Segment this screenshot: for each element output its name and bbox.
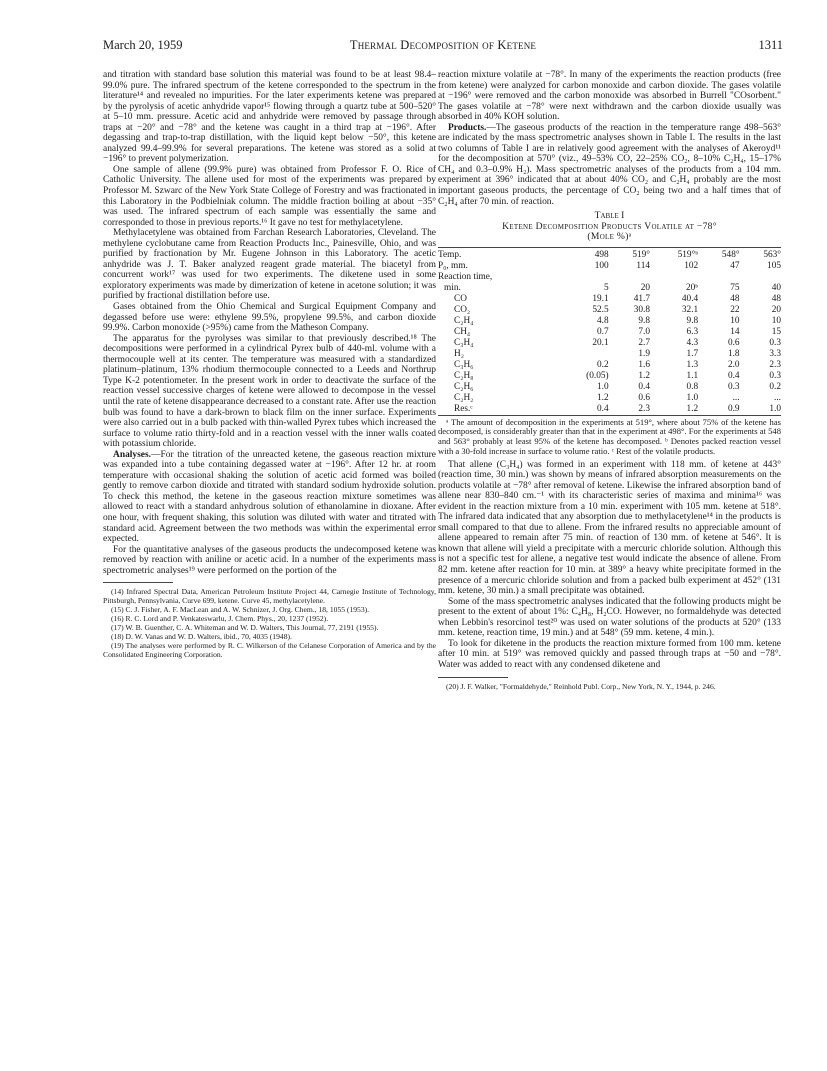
footnote-divider — [438, 677, 508, 678]
table-cell: 15 — [771, 326, 781, 337]
table-cell: 1.7 — [686, 348, 699, 359]
table-cell: 20 — [771, 304, 781, 315]
table-cell: 75 — [730, 282, 740, 293]
table-cell — [556, 349, 609, 360]
footnote: (19) The analyses were performed by R. C. Wilkerson of the Celanese Corporation of America and by the Consolidated Engineering Corporation. — [103, 640, 436, 659]
table-cell: 0.4 — [597, 403, 609, 414]
row-label: C₃H₆ — [454, 359, 474, 370]
table-row — [438, 360, 781, 371]
table-row — [438, 305, 781, 316]
table-cell: 9.8 — [686, 315, 699, 326]
table-cell: 2.3 — [638, 403, 651, 414]
data-table — [438, 247, 781, 418]
table-cell: 0.6 — [638, 392, 651, 403]
table-notes: ᵃ The amount of decomposition in the experiments at 519°, where about 75% of the ketene has decomposed, is considerably greater than that in the experiment at 498°. For the experiments at 548 and 563° probably at least 95% of the ketene has decomposed. ᵇ Denotes packed reaction vessel with a 30-fold increase in surface to volume ratio. ᶜ Rest of the volatile products. — [438, 416, 781, 456]
header-date: March 20, 1959 — [103, 38, 183, 52]
table-cell: 0.4 — [727, 370, 740, 381]
table-cell: 47 — [730, 260, 740, 271]
running-header — [103, 38, 783, 58]
left-column — [103, 70, 436, 660]
header-title: Thermal Decomposition of Ketene — [349, 38, 537, 52]
paragraph — [438, 123, 781, 207]
table-cell: 30.8 — [633, 304, 651, 315]
table-cell: 519°ᵇ — [677, 249, 699, 260]
paragraph: Gases obtained from the Ohio Chemical and Surgical Equipment Company and degassed before use were: ethylene 99.5%, propylene 99.5%, and carbon dioxide 99.9%. Carbon monoxide (>95%) came from the Matheson Company. — [103, 302, 436, 334]
table-cell: 1.0 — [686, 392, 699, 403]
table-cell: 52.5 — [592, 304, 609, 315]
table-body — [438, 247, 781, 418]
table-cell: 0.6 — [727, 337, 740, 348]
section-heading: Analyses. — [113, 449, 152, 460]
table-row — [438, 393, 781, 404]
footnote: (18) D. W. Vanas and W. D. Walters, ibid., 70, 4035 (1948). — [111, 631, 292, 641]
section-heading: Products. — [448, 122, 487, 133]
table-cell: 6.3 — [686, 326, 699, 337]
table-cell: ... — [774, 392, 781, 403]
table-cell: 40.4 — [681, 293, 699, 304]
table-cell: 3.3 — [769, 348, 781, 359]
row-label: CO₂ — [454, 304, 471, 315]
table-cell: 519° — [632, 249, 651, 260]
table-cell: 498 — [594, 249, 609, 260]
right-column — [438, 70, 781, 691]
table-cell: 100 — [594, 260, 609, 271]
row-label: min. — [444, 282, 461, 293]
table-cell: 4.3 — [686, 337, 699, 348]
table-cell: 20ᵇ — [685, 282, 699, 293]
table-row — [438, 250, 781, 261]
table-row — [438, 261, 781, 272]
table-row — [438, 294, 781, 305]
paragraph: One sample of allene (99.9% pure) was obtained from Professor F. O. Rice of Catholic University. The allene used for most of the experiments was prepared by Professor M. Szwarc of the New York State College of Forestry and was fractionated in this Laboratory in the Podbielniak column. The middle fraction boiling at about −35° was used. The infrared spectrum of each sample was essentially the same and corresponded to those in previous reports.¹⁶ It gave no test for methylacetylene. — [103, 164, 436, 228]
table-cell: 0.2 — [769, 381, 781, 392]
table-cell: 2.0 — [727, 359, 740, 370]
table-cell: 20.1 — [592, 337, 609, 348]
table-cell: 1.9 — [638, 348, 651, 359]
table-cell: 1.0 — [769, 403, 781, 414]
table-cell: 1.6 — [638, 359, 651, 370]
table-cell: 48 — [730, 293, 740, 304]
table-cell: 0.7 — [597, 326, 609, 337]
paragraph: For the quantitative analyses of the gaseous products the undecomposed ketene was removed by reaction with aniline or acetic acid. In a number of the experiments mass spectrometric analyses¹⁹ were performed on the portion of the — [103, 544, 436, 576]
table-cell: 0.4 — [638, 381, 651, 392]
table-row — [438, 316, 781, 327]
table-cell: 1.8 — [727, 348, 740, 359]
table-cell: 0.3 — [727, 381, 740, 392]
table-cell: 102 — [684, 260, 699, 271]
table-row — [438, 272, 781, 283]
row-label: C₂H₄ — [454, 315, 474, 326]
footnote: (14) Infrared Spectral Data, American Petroleum Institute Project 44, Carnegie Institute of Technology, Pittsburgh, Pennsylvania, Curve 699, ketene. Curve 45, methylacetylene. — [103, 587, 436, 606]
table-cell: 114 — [636, 260, 651, 271]
table-cell: 4.8 — [597, 315, 609, 326]
footnote-divider — [103, 582, 173, 583]
paragraph: reaction mixture volatile at −78°. In many of the experiments the reaction products (free from ketene) were analyzed for carbon monoxide and carbon dioxide. The gases volatile at −196° were removed and the carbon monoxide was absorbed in Burrell "COsorbent." The gases volatile at −78° were next withdrawn and the carbon dioxide usually was absorbed in 40% KOH solution. — [438, 70, 781, 123]
table-cell: 7.0 — [638, 326, 651, 337]
footnote: (16) R. C. Lord and P. Venkateswarlu, J. Chem. Phys., 20, 1237 (1952). — [111, 613, 329, 623]
table-cell: 0.3 — [769, 337, 781, 348]
table-cell: 0.8 — [686, 381, 699, 392]
paragraph-text: —The gaseous products of the reaction in the temperature range 498–563° are indicated by the mass spectrometric analyses shown in Table I. The results in the last two columns of Table I are in relatively good agreement with the analyses of Akeroyd¹¹ for the decomposition at 570° (viz., 49–53% CO, 22–25% CO₂, 8–10% C₂H₄, 15–17% CH₄ and 0.3–0.9% H₂). Mass spectrometric analyses of the products from a 104 mm. experiment at 396° indicated that at about 40% CO₂ and C₂H₄ probably are the most important gaseous products, the percentage of CO₂ being two and a half times that of C₂H₄ after 70 min. of reaction. — [438, 122, 781, 207]
table-cell: 1.0 — [597, 381, 609, 392]
table-cell: 10 — [730, 315, 740, 326]
row-label: C₂H₂ — [454, 392, 474, 403]
table-title: Table I — [594, 210, 625, 222]
table-row — [438, 283, 781, 294]
table-cell: 0.3 — [769, 370, 781, 381]
table-row — [438, 327, 781, 338]
paragraph: Some of the mass spectrometric analyses indicated that the following products might be present to the extent of about 1%: C₄H₈, H₂CO. However, no formaldehyde was detected when Lebbin's resorcinol test²⁰ was used on water solutions of the products at 520° (133 mm. ketene, reaction time, 19 min.) and at 548° (59 mm. ketene, 4 min.). — [438, 596, 781, 639]
table-row — [438, 338, 781, 349]
paragraph — [103, 450, 436, 545]
row-label: Reaction time, — [438, 271, 493, 282]
table-cell: 10 — [771, 315, 781, 326]
footnote: (20) J. F. Walker, "Formaldehyde," Reinhold Publ. Corp., New York, N. Y., 1944, p. 246. — [446, 681, 716, 691]
row-label: P₀, mm. — [438, 260, 468, 271]
table-cell: (0.05) — [586, 370, 609, 381]
table-cell: 1.3 — [686, 359, 699, 370]
table-cell: 2.7 — [638, 337, 651, 348]
table-row — [438, 404, 781, 416]
table-subcaption: (Mole %)ᵃ — [587, 231, 632, 243]
table-cell: 0.9 — [727, 403, 740, 414]
row-label: CO — [454, 293, 467, 304]
table-cell: 41.7 — [633, 293, 651, 304]
paragraph: That allene (C₃H₄) was formed in an experiment with 118 mm. of ketene at 443° (reaction time, 30 min.) was shown by means of infrared absorption measurements on the products volatile at −78° after removal of ketene. Likewise the infrared absorption band of allene near 830–840 cm.⁻¹ with its characteristic series of maxima and minima¹⁶ was evident in the reaction mixture from a 10 min. experiment with 105 mm. ketene at 518°. The infrared data indicated that any absorption due to methylacetylene¹⁴ in the products is small compared to that due to allene. From the infrared results no appreciable amount of allene appeared to remain after 75 min. of reaction of 130 mm. of ketene at 546°. It is known that allene will yield a precipitate with a mercuric chloride solution. Although this is not a specific test for allene, a negative test would indicate the absence of allene. From 82 mm. ketene after reaction for 10 min. at 389° a heavy white precipitate formed in the presence of a mercuric chloride solution and from a packed bulb experiment at 452° (131 mm. ketene, 30 min.) a small precipitate was obtained. — [438, 459, 781, 597]
footnote: (17) W. B. Guenther, C. A. Whiteman and W. D. Walters, This Journal, 77, 2191 (1955). — [111, 622, 379, 632]
paragraph: To look for diketene in the products the reaction mixture formed from 100 mm. ketene after 10 min. at 519° was removed quickly and passed through traps at −50 and −78°. Water was added to react with any condensed diketene and — [438, 638, 781, 670]
table-cell: 105 — [767, 260, 781, 271]
paragraph: The apparatus for the pyrolyses was similar to that previously described.¹⁸ The decompositions were performed in a cylindrical Pyrex bulb of 440-ml. volume with a thermocouple well at its center. The temperature was measured with a standardized platinum–platinum, 13% rhodium thermocouple connected to a Leeds and Northrup Type K-2 potentiometer. In the present work in order to deactivate the surface of the reaction vessel successive charges of ketene were allowed to decompose in the vessel until the rate of ketene disappearance decreased to a constant rate. After use the reaction bulb was found to have a dark-brown to black film on the inner surface. Experiments were also carried out in a bulb packed with thin-walled Pyrex tubes which increased the surface to volume ratio thirty-fold and in a reaction vessel with the inner walls coated with potassium chloride. — [103, 333, 436, 450]
table-cell: 548° — [721, 249, 740, 260]
paragraph: and titration with standard base solution this material was found to be at least 98.4–99.0% pure. The infrared spectrum of the ketene corresponded to the spectrum in the literature¹⁴ and revealed no impurities. For the later experiments ketene was prepared by the pyrolysis of acetic anhydride vapor¹⁵ flowing through a quartz tube at 500–520° at 5–10 mm. pressure. Acetic acid and anhydride were removed by passage through traps at −20° and −78° and the ketene was caught in a third trap at −196°. After degassing and trap-to-trap distillation, with the liquid kept below −50°, this ketene analyzed 99.4–99.9% for several preparations. The ketene was stored as a solid at −196° to prevent polymerization. — [103, 70, 436, 165]
table-cell: 1.2 — [638, 370, 651, 381]
table-cell: 9.8 — [638, 315, 651, 326]
table-cell: 5 — [603, 282, 609, 293]
table-row — [438, 382, 781, 393]
table-cell: 563° — [763, 249, 781, 260]
table-cell: 19.1 — [592, 293, 609, 304]
table-cell: 1.2 — [686, 403, 699, 414]
table-cell: ... — [732, 392, 740, 403]
table-cell: 14 — [730, 326, 740, 337]
row-label: CH₄ — [454, 326, 471, 337]
table-cell: 48 — [771, 293, 781, 304]
table-row — [438, 349, 781, 360]
paragraph: Methylacetylene was obtained from Farchan Research Laboratories, Cleveland. The methylene cyclobutane came from Reaction Products Inc., Painesville, Ohio, and was purified by fractionation by Mr. Eugene Johnson in this Laboratory. The acetic anhydride was J. T. Baker analyzed reagent grade material. The biacetyl from concurrent work¹⁷ was used for two experiments. The diketene used in some exploratory experiments was made by dimerization of ketene in acetone solution; it was purified by fractional distillation before use. — [103, 228, 436, 302]
row-label: Res.ᶜ — [454, 403, 473, 414]
header-page-number: 1311 — [758, 38, 783, 52]
row-label: C₂H₈ — [454, 370, 474, 381]
table-cell: 0.2 — [597, 359, 609, 370]
table-cell: 1.1 — [686, 370, 699, 381]
row-label: C₃H₄ — [454, 337, 474, 348]
footnote: (15) C. J. Fisher, A. F. MacLean and A. W. Schnizer, J. Org. Chem., 18, 1055 (1953). — [111, 605, 370, 615]
table-cell: 1.2 — [597, 392, 609, 403]
table-cell: 2.3 — [769, 359, 781, 370]
table-cell: 20 — [640, 282, 651, 293]
paragraph-text: —For the titration of the unreacted ketene, the gaseous reaction mixture was expanded into a tube containing degassed water at −196°. After 12 hr. at room temperature with occasional shaking the solution of acetic acid formed was boiled gently to remove carbon dioxide and titrated with standard sodium hydroxide solution. To check this method, the ketene in the gaseous reaction mixture sometimes was allowed to react with a standard anhydrous solution of ethanolamine in dioxane. After one hour, with frequent shaking, this solution was diluted with water and titrated with standard acid. Agreement between the two methods was within the experimental error expected. — [103, 449, 436, 545]
row-label: C₂H₆ — [454, 381, 474, 392]
row-label: H₂ — [454, 348, 464, 359]
table-cell: 22 — [730, 304, 740, 315]
table-row — [438, 371, 781, 382]
row-label: Temp. — [438, 249, 462, 260]
table-cell: 32.1 — [681, 304, 699, 315]
table-cell: 40 — [771, 282, 781, 293]
table-caption: Ketene Decomposition Products Volatile at −78° — [502, 220, 717, 232]
